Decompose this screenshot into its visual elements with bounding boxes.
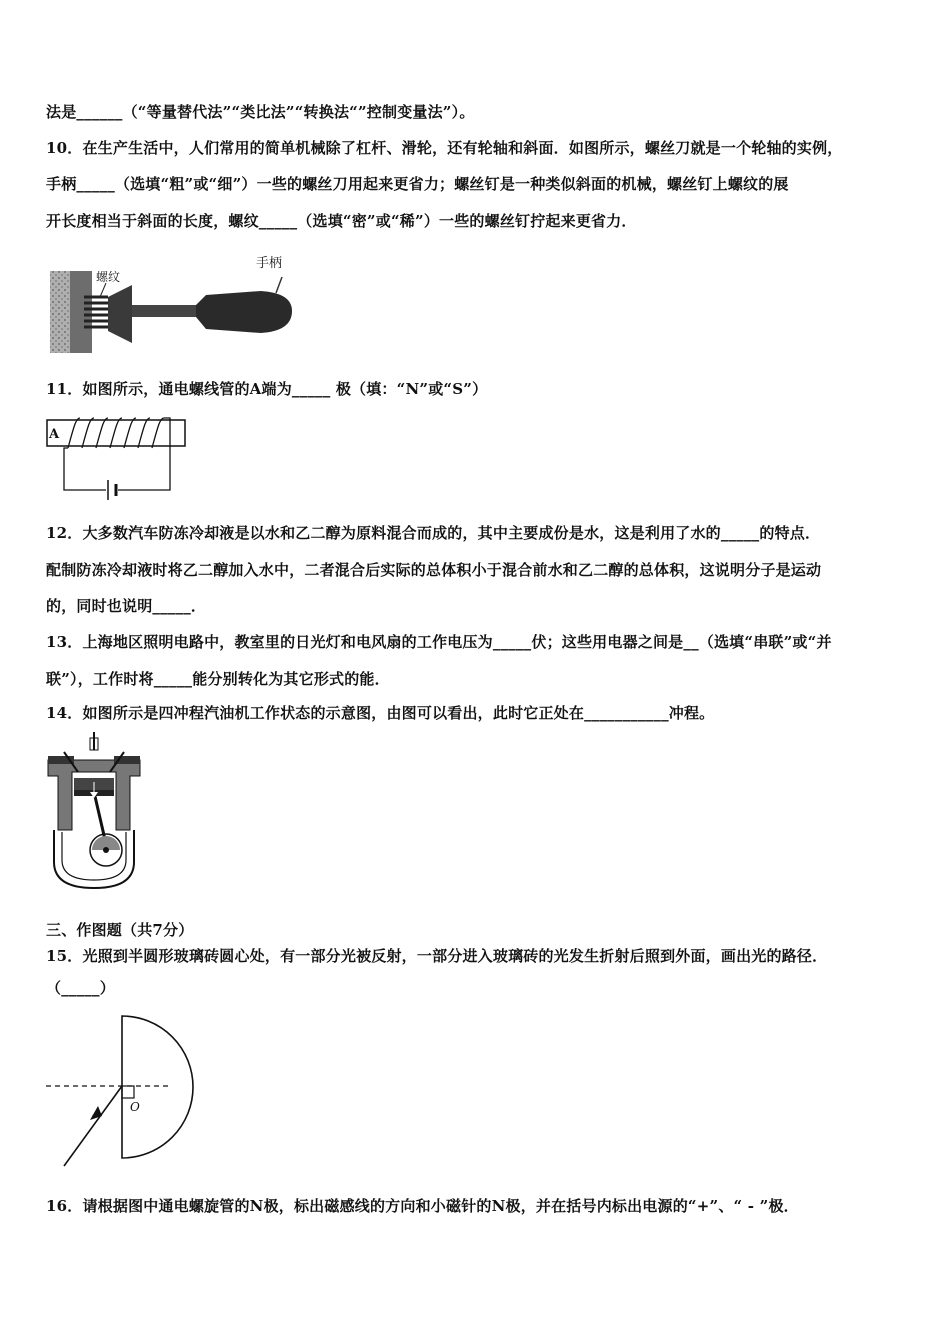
- question-14: 14．如图所示是四冲程汽油机工作状态的示意图，由图可以看出，此时它正处在___________冲程。: [46, 704, 715, 722]
- question-13-line-1: 13．上海地区照明电路中，教室里的日光灯和电风扇的工作电压为_____伏；这些用电器之间是__（选填“串联”或“并: [46, 633, 832, 651]
- question-10-line-1: 10．在生产生活中，人们常用的简单机械除了杠杆、滑轮，还有轮轴和斜面．如图所示，螺丝刀就是一个轮轴的实例，: [46, 139, 843, 157]
- handle-label: 手柄: [256, 256, 283, 271]
- question-11: 11．如图所示，通电螺线管的A端为_____ 极（填：“N”或“S”）: [46, 380, 488, 398]
- question-12-line-1: 12．大多数汽车防冻冷却液是以水和乙二醇为原料混合而成的，其中主要成份是水，这是利用了水的_____的特点．: [46, 524, 821, 542]
- question-10-line-3: 开长度相当于斜面的长度，螺纹_____（选填“密”或“稀”）一些的螺丝钉拧起来更省力．: [46, 212, 637, 230]
- question-13-line-2: 联”），工作时将_____能分别转化为其它形式的能．: [46, 670, 390, 688]
- glass-figure: [40, 1010, 220, 1172]
- section-3-heading: 三、作图题（共7分）: [46, 921, 194, 939]
- question-10-line-2: 手柄_____（选填“粗”或“细”）一些的螺丝刀用起来更省力；螺丝钉是一种类似斜面的机械，螺丝钉上螺纹的展: [46, 175, 789, 193]
- center-label: O: [130, 1100, 140, 1114]
- screwdriver-figure: [46, 247, 296, 357]
- question-12-line-3: 的，同时也说明_____．: [46, 597, 207, 615]
- question-12-line-2: 配制防冻冷却液时将乙二醇加入水中，二者混合后实际的总体积小于混合前水和乙二醇的总体积，这说明分子是运动: [46, 561, 822, 579]
- question-16: 16．请根据图中通电螺旋管的N极，标出磁感线的方向和小磁针的N极，并在括号内标出电源的“+”、“ - ”极．: [46, 1197, 799, 1215]
- solenoid-figure: [46, 416, 191, 506]
- solenoid-end-label: A: [49, 427, 60, 442]
- question-15: 15．光照到半圆形玻璃砖圆心处，有一部分光被反射，一部分进入玻璃砖的光发生折射后照到外面，画出光的路径．: [46, 947, 828, 965]
- thread-label: 螺纹: [96, 270, 121, 284]
- engine-figure: [44, 732, 144, 892]
- question-15-answer: （_____）: [46, 979, 115, 997]
- text-line-1: 法是______（“等量替代法”“类比法”“转换法“”控制变量法”）。: [46, 103, 475, 121]
